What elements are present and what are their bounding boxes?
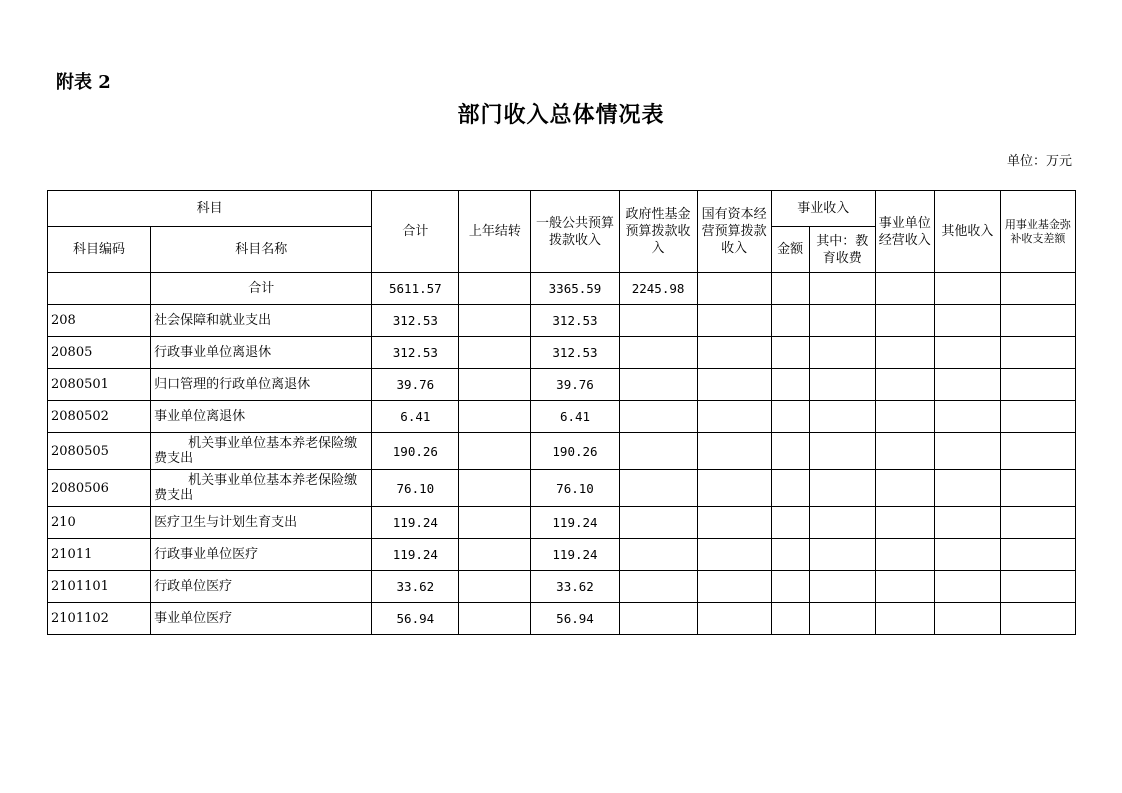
table-row	[48, 539, 1076, 571]
row-carryover	[459, 470, 531, 507]
subject-code: 2101101	[48, 571, 151, 603]
row-total: 6.41	[372, 401, 459, 433]
row-gov-fund	[619, 337, 697, 369]
row-carryover	[459, 571, 531, 603]
row-fund-compensation	[1000, 603, 1075, 635]
row-fund-compensation	[1000, 433, 1075, 470]
row-business-amount	[771, 305, 809, 337]
row-general-budget: 6.41	[531, 401, 619, 433]
row-gov-fund	[619, 433, 697, 470]
subject-name: 医疗卫生与计划生育支出	[151, 507, 372, 539]
row-other-income	[934, 433, 1000, 470]
row-carryover	[459, 539, 531, 571]
header-business-operation: 事业单位经营收入	[875, 191, 934, 273]
header-general-budget: 一般公共预算拨款收入	[531, 191, 619, 273]
row-fund-compensation	[1000, 507, 1075, 539]
subject-name: 事业单位医疗	[151, 603, 372, 635]
subject-code: 210	[48, 507, 151, 539]
row-education-fee	[809, 369, 875, 401]
subject-name: 机关事业单位基本养老保险缴费支出	[151, 470, 372, 507]
subject-name: 行政单位医疗	[151, 571, 372, 603]
row-gov-fund	[619, 603, 697, 635]
subject-name: 行政事业单位医疗	[151, 539, 372, 571]
row-other-income	[934, 369, 1000, 401]
subject-code: 20805	[48, 337, 151, 369]
income-table	[47, 190, 1076, 635]
row-general-budget: 190.26	[531, 433, 619, 470]
row-gov-fund	[619, 305, 697, 337]
table-row	[48, 507, 1076, 539]
row-other-income	[934, 337, 1000, 369]
total-row	[48, 273, 1076, 305]
header-total: 合计	[372, 191, 459, 273]
row-state-capital	[697, 337, 771, 369]
row-business-amount	[771, 433, 809, 470]
header-business-income: 事业收入	[771, 191, 875, 227]
header-gov-fund: 政府性基金预算拨款收入	[619, 191, 697, 273]
row-general-budget: 56.94	[531, 603, 619, 635]
header-other-income: 其他收入	[934, 191, 1000, 273]
row-carryover	[459, 337, 531, 369]
row-education-fee	[809, 337, 875, 369]
row-business-amount	[771, 337, 809, 369]
row-fund-compensation	[1000, 571, 1075, 603]
subject-code: 208	[48, 305, 151, 337]
row-total: 190.26	[372, 433, 459, 470]
row-business-operation	[875, 603, 934, 635]
header-amount: 金额	[771, 227, 809, 273]
row-state-capital	[697, 571, 771, 603]
row-state-capital	[697, 401, 771, 433]
table-row	[48, 337, 1076, 369]
total-amount: 5611.57	[372, 273, 459, 305]
row-other-income	[934, 507, 1000, 539]
row-state-capital	[697, 305, 771, 337]
row-gov-fund	[619, 539, 697, 571]
row-state-capital	[697, 507, 771, 539]
table-row	[48, 369, 1076, 401]
row-fund-compensation	[1000, 369, 1075, 401]
subject-name: 社会保障和就业支出	[151, 305, 372, 337]
subject-code: 2080506	[48, 470, 151, 507]
row-business-operation	[875, 401, 934, 433]
row-other-income	[934, 305, 1000, 337]
row-carryover	[459, 603, 531, 635]
row-other-income	[934, 401, 1000, 433]
row-state-capital	[697, 369, 771, 401]
row-general-budget: 76.10	[531, 470, 619, 507]
table-row	[48, 603, 1076, 635]
row-fund-compensation	[1000, 470, 1075, 507]
row-business-amount	[771, 369, 809, 401]
table-row	[48, 401, 1076, 433]
row-business-operation	[875, 539, 934, 571]
header-education-fee: 其中：教育收费	[809, 227, 875, 273]
row-business-operation	[875, 470, 934, 507]
row-general-budget: 312.53	[531, 337, 619, 369]
row-total: 312.53	[372, 305, 459, 337]
row-general-budget: 312.53	[531, 305, 619, 337]
row-general-budget: 33.62	[531, 571, 619, 603]
row-general-budget: 119.24	[531, 507, 619, 539]
attachment-label: 附表 2	[56, 72, 111, 93]
row-gov-fund	[619, 507, 697, 539]
row-education-fee	[809, 539, 875, 571]
row-business-operation	[875, 507, 934, 539]
row-carryover	[459, 305, 531, 337]
row-fund-compensation	[1000, 401, 1075, 433]
row-carryover	[459, 401, 531, 433]
header-subject: 科目	[48, 191, 372, 227]
row-gov-fund	[619, 369, 697, 401]
row-business-amount	[771, 571, 809, 603]
row-education-fee	[809, 305, 875, 337]
subject-code: 2080501	[48, 369, 151, 401]
subject-code: 21011	[48, 539, 151, 571]
total-general-budget: 3365.59	[531, 273, 619, 305]
row-education-fee	[809, 571, 875, 603]
row-general-budget: 39.76	[531, 369, 619, 401]
subject-name: 行政事业单位离退休	[151, 337, 372, 369]
row-total: 76.10	[372, 470, 459, 507]
page-title: 部门收入总体情况表	[457, 102, 665, 128]
header-fund-compensation: 用事业基金弥补收支差额	[1000, 191, 1075, 273]
row-business-operation	[875, 337, 934, 369]
row-business-operation	[875, 305, 934, 337]
table-row	[48, 433, 1076, 470]
row-state-capital	[697, 603, 771, 635]
total-carryover	[459, 273, 531, 305]
header-subject-name: 科目名称	[151, 227, 372, 273]
row-total: 312.53	[372, 337, 459, 369]
header-carryover: 上年结转	[459, 191, 531, 273]
row-education-fee	[809, 470, 875, 507]
row-gov-fund	[619, 470, 697, 507]
row-other-income	[934, 571, 1000, 603]
row-education-fee	[809, 507, 875, 539]
row-other-income	[934, 470, 1000, 507]
row-fund-compensation	[1000, 337, 1075, 369]
table-row	[48, 305, 1076, 337]
subject-code: 2101102	[48, 603, 151, 635]
header-state-capital: 国有资本经营预算拨款收入	[697, 191, 771, 273]
total-gov-fund: 2245.98	[619, 273, 697, 305]
header-subject-code: 科目编码	[48, 227, 151, 273]
row-total: 56.94	[372, 603, 459, 635]
subject-name: 归口管理的行政单位离退休	[151, 369, 372, 401]
row-gov-fund	[619, 401, 697, 433]
row-fund-compensation	[1000, 305, 1075, 337]
subject-name: 事业单位离退休	[151, 401, 372, 433]
row-business-amount	[771, 507, 809, 539]
row-other-income	[934, 603, 1000, 635]
row-other-income	[934, 539, 1000, 571]
subject-code: 2080502	[48, 401, 151, 433]
row-carryover	[459, 369, 531, 401]
row-general-budget: 119.24	[531, 539, 619, 571]
unit-label: 单位：万元	[1006, 154, 1072, 169]
row-education-fee	[809, 401, 875, 433]
row-business-operation	[875, 571, 934, 603]
table-row	[48, 571, 1076, 603]
row-business-amount	[771, 470, 809, 507]
row-business-operation	[875, 369, 934, 401]
row-state-capital	[697, 470, 771, 507]
row-total: 119.24	[372, 539, 459, 571]
total-label: 合计	[151, 273, 372, 305]
total-code-cell	[48, 273, 151, 305]
row-education-fee	[809, 603, 875, 635]
row-business-operation	[875, 433, 934, 470]
row-total: 39.76	[372, 369, 459, 401]
row-gov-fund	[619, 571, 697, 603]
row-business-amount	[771, 401, 809, 433]
subject-name: 机关事业单位基本养老保险缴费支出	[151, 433, 372, 470]
row-education-fee	[809, 433, 875, 470]
subject-code: 2080505	[48, 433, 151, 470]
row-state-capital	[697, 539, 771, 571]
table-row	[48, 470, 1076, 507]
row-carryover	[459, 433, 531, 470]
row-state-capital	[697, 433, 771, 470]
row-carryover	[459, 507, 531, 539]
row-total: 119.24	[372, 507, 459, 539]
row-fund-compensation	[1000, 539, 1075, 571]
row-business-amount	[771, 539, 809, 571]
row-total: 33.62	[372, 571, 459, 603]
row-business-amount	[771, 603, 809, 635]
